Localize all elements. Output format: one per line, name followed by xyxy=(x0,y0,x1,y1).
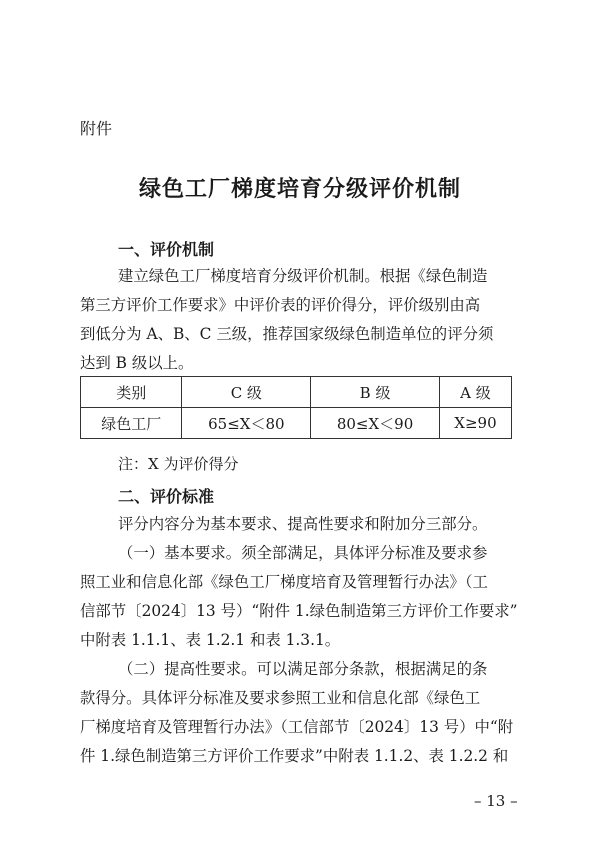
para2-line-3: 厂梯度培育及管理暂行办法》（工信部节〔2024〕13 号）中“附 xyxy=(80,718,514,736)
para1-line-4: 中附表 1.1.1、表 1.2.1 和表 1.3.1。 xyxy=(80,631,341,649)
para1-line-1: （一）基本要求。须全部满足，具体评分标准及要求参 xyxy=(118,544,488,562)
grade-table-header-row xyxy=(81,377,512,408)
grade-table-row xyxy=(81,408,512,439)
para2-line-1: （二）提高性要求。可以满足部分条款，根据满足的条 xyxy=(118,660,488,678)
section2-heading: 二、评价标准 xyxy=(118,487,215,506)
section1-line-3: 到低分为 A、B、C 三级，推荐国家级绿色制造单位的评分须 xyxy=(80,325,494,343)
cell-category: 绿色工厂 xyxy=(81,408,182,439)
grade-table xyxy=(80,376,512,439)
section1-heading: 一、评价机制 xyxy=(118,240,215,259)
cell-grade-a: X≥90 xyxy=(439,408,511,439)
para1-line-2: 照工业和信息化部《绿色工厂梯度培育及管理暂行办法》（工 xyxy=(80,573,488,591)
cell-grade-c: 65≤X＜80 xyxy=(182,408,311,439)
section1-line-2: 第三方评价工作要求》中评价表的评价得分，评价级别由高 xyxy=(80,296,481,314)
para1-line-3: 信部节〔2024〕13 号）“附件 1.绿色制造第三方评价工作要求” xyxy=(80,602,518,620)
para2-line-4: 件 1.绿色制造第三方评价工作要求”中附表 1.1.2、表 1.2.2 和 xyxy=(80,747,509,765)
page-number: – 13 – xyxy=(474,792,518,810)
section1-line-4: 达到 B 级以上。 xyxy=(80,354,194,372)
attachment-label: 附件 xyxy=(80,119,113,138)
cell-grade-b: 80≤X＜90 xyxy=(311,408,440,439)
header-grade-c: C 级 xyxy=(182,377,311,408)
table-note: 注：X 为评价得分 xyxy=(118,455,239,473)
section1-line-1: 建立绿色工厂梯度培育分级评价机制。根据《绿色制造 xyxy=(118,267,488,285)
header-grade-a: A 级 xyxy=(439,377,511,408)
document-title: 绿色工厂梯度培育分级评价机制 xyxy=(138,176,461,202)
para2-line-2: 款得分。具体评分标准及要求参照工业和信息化部《绿色工 xyxy=(80,689,481,707)
header-grade-b: B 级 xyxy=(311,377,440,408)
section2-intro: 评分内容分为基本要求、提高性要求和附加分三部分。 xyxy=(118,515,488,533)
header-category: 类别 xyxy=(81,377,182,408)
